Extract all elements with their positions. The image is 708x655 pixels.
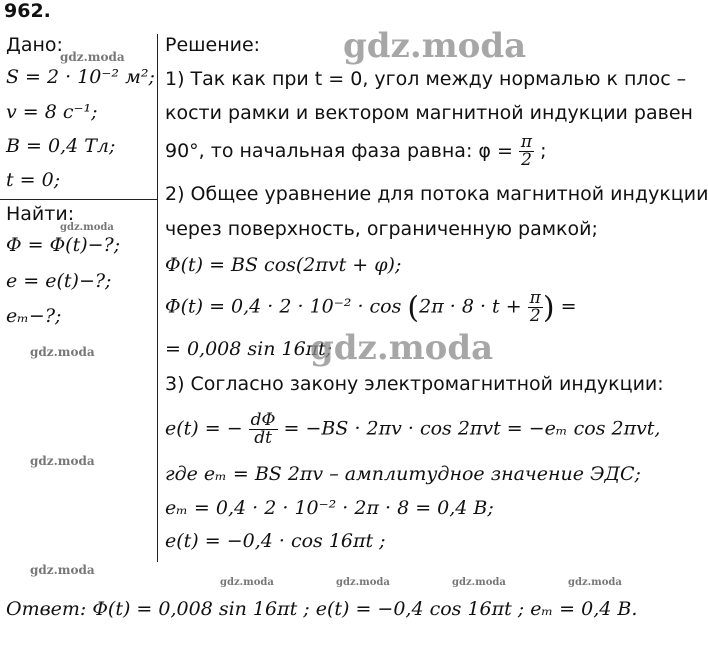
watermark-small: gdz.moda bbox=[30, 345, 95, 359]
column-divider bbox=[157, 34, 158, 562]
dphi-dt-fraction bbox=[249, 412, 278, 447]
dt-denominator: dt bbox=[254, 428, 272, 448]
open-paren: ( bbox=[407, 290, 420, 326]
find-amplitude: eₘ−?; bbox=[6, 305, 62, 327]
flux-substituted-left: Φ(t) = 0,4 · 2 · 10⁻² · cos bbox=[165, 295, 402, 318]
flux-substituted-equals: = bbox=[560, 295, 577, 318]
watermark-small: gdz.moda bbox=[568, 577, 622, 588]
step1-phase-text: 90°, то начальная фаза равна: φ = bbox=[165, 140, 513, 162]
solution-title: Решение: bbox=[165, 34, 261, 56]
pi-over-two-fraction bbox=[519, 134, 534, 169]
dphi-numerator: dΦ bbox=[250, 410, 276, 430]
watermark-small: gdz.moda bbox=[30, 454, 95, 468]
step1-semicolon: ; bbox=[540, 140, 547, 162]
close-paren: ) bbox=[542, 290, 555, 326]
find-title: Найти: bbox=[6, 203, 75, 225]
given-divider bbox=[0, 199, 157, 200]
step2-line1: 2) Общее уравнение для потока магнитной индукции bbox=[165, 183, 708, 205]
given-induction: B = 0,4 Тл; bbox=[6, 135, 116, 157]
fraction-denominator-2: 2 bbox=[529, 306, 541, 326]
watermark-small: gdz.moda bbox=[220, 577, 274, 588]
flux-substituted-equation bbox=[165, 290, 577, 325]
step3-line1: 3) Согласно закону электромагнитной индукции: bbox=[165, 373, 664, 395]
watermark-large-top: gdz.moda bbox=[343, 26, 527, 66]
step1-line1: 1) Так как при t = 0, угол между нормалью к плос – bbox=[165, 68, 687, 90]
watermark-small: gdz.moda bbox=[452, 577, 506, 588]
given-frequency: v = 8 с⁻¹; bbox=[6, 101, 98, 123]
flux-substituted-arg: 2π · 8 · t + bbox=[419, 295, 522, 318]
emf-right: = −BS · 2πv · cos 2πvt = −eₘ cos 2πvt, bbox=[283, 417, 661, 440]
fraction-denominator: 2 bbox=[521, 150, 532, 170]
find-emf: e = e(t)−?; bbox=[6, 270, 112, 292]
watermark-large-middle: gdz.moda bbox=[310, 328, 494, 368]
given-title: Дано: bbox=[6, 34, 63, 56]
step1-line3 bbox=[165, 134, 547, 169]
amplitude-value: eₘ = 0,4 · 2 · 10⁻² · 2π · 8 = 0,4 В; bbox=[165, 497, 494, 519]
watermark-small: gdz.moda bbox=[336, 577, 390, 588]
flux-general-equation: Φ(t) = BS cos(2πvt + φ); bbox=[165, 254, 402, 276]
fraction-numerator: π bbox=[520, 132, 533, 152]
step2-line2: через поверхность, ограниченную рамкой; bbox=[165, 218, 598, 240]
find-flux: Φ = Φ(t)−?; bbox=[6, 234, 121, 256]
watermark-small: gdz.moda bbox=[30, 563, 95, 577]
emf-result: e(t) = −0,4 · cos 16πt ; bbox=[165, 530, 386, 552]
fraction-numerator-2: π bbox=[529, 288, 541, 308]
amplitude-definition: где eₘ = BS 2πv – амплитудное значение ЭДС; bbox=[165, 463, 641, 485]
emf-left: e(t) = − bbox=[165, 417, 243, 440]
given-area: S = 2 · 10⁻² м²; bbox=[6, 66, 155, 88]
watermark-small: gdz.moda bbox=[60, 222, 114, 233]
step1-line2: кости рамки и вектором магнитной индукции равен bbox=[165, 102, 693, 124]
flux-result: = 0,008 sin 16πt; bbox=[165, 338, 333, 360]
problem-number: 962. bbox=[4, 0, 51, 22]
pi-over-two-fraction-2 bbox=[528, 290, 543, 325]
emf-derivation bbox=[165, 412, 660, 447]
given-time: t = 0; bbox=[6, 169, 61, 191]
answer-line: Ответ: Φ(t) = 0,008 sin 16πt ; e(t) = −0,4 cos 16πt ; eₘ = 0,4 В. bbox=[6, 598, 638, 620]
watermark-small: gdz.moda bbox=[60, 50, 125, 64]
